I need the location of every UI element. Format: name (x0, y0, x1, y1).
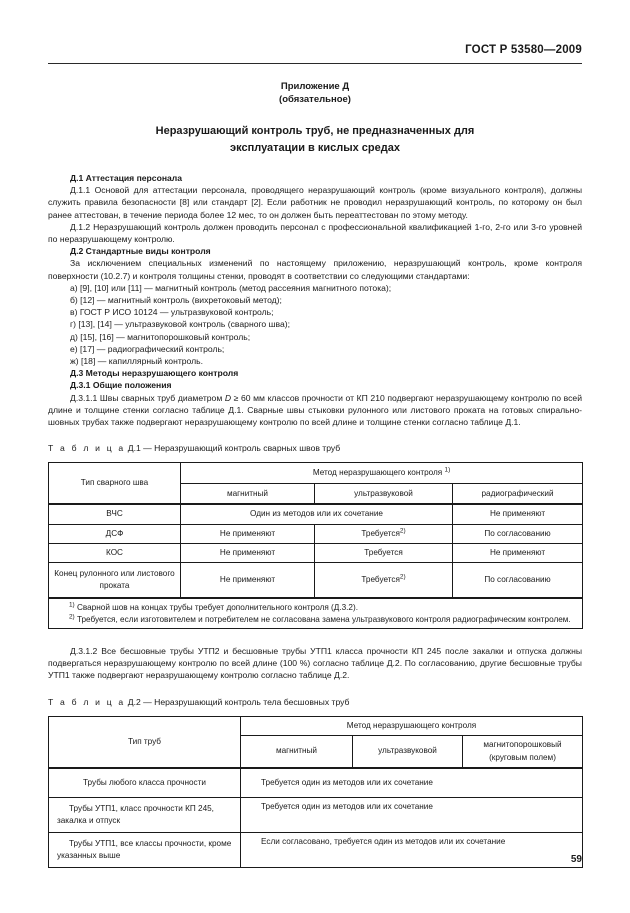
table-2-row-0-value: Требуется один из методов или их сочетание (241, 768, 583, 798)
table-1-row-3-ultrasonic-text: Требуется (361, 574, 400, 584)
paragraph-d1-2: Д.1.2 Неразрушающий контроль должен проводить персонал с профессиональной квалификацией 1-го, 2-го или 3-го уровней по неразрушающему контролю. (48, 221, 582, 245)
list-item-zh: ж) [18] — капиллярный контроль. (70, 356, 204, 367)
table-2-row-1-value: Требуется один из методов или их сочетание (241, 797, 583, 832)
table-1-row-3-footnote-ref: 2) (399, 573, 406, 581)
table-row-header-group (49, 716, 583, 735)
table-1-row-2-ultrasonic-text: Требуется (364, 547, 403, 557)
table-row-notes (49, 598, 583, 629)
table-1-row-2-type: КОС (49, 543, 181, 562)
list-item-v: в) ГОСТ Р ИСО 10124 — ультразвуковой контроль; (70, 307, 274, 318)
table-nondestructive-weld-control (48, 462, 583, 629)
table-1-row-1-ultrasonic-text: Требуется (361, 528, 400, 538)
table-1-subheader-ultrasonic: ультразвуковой (315, 483, 453, 504)
paragraph-d2-intro: За исключением специальных изменений по настоящему приложению, неразрушающий контроль, кроме контроля поверхности (10.2.7) и контроля толщины стенки, проводят в соответствии со следующими стандартами: (48, 258, 582, 281)
table-1-caption-text: Неразрушающий контроль сварных швов труб (154, 443, 341, 454)
list-item-d: д) [15], [16] — магнитопорошковый контроль; (70, 331, 251, 342)
table-1-header-type: Тип сварного шва (49, 463, 181, 505)
table-1-caption-number: Д.1 — (125, 443, 155, 454)
table-1-header-group (181, 463, 583, 483)
table-1-row-1-type: ДСФ (49, 524, 181, 543)
heading-d2: Д.2 Стандартные виды контроля (70, 246, 211, 257)
table-2-row-2-value: Если согласовано, требуется один из методов или их сочетание (241, 832, 583, 867)
table-2-subheader-magnetic-particle-line2: (круговым полем) (489, 752, 556, 762)
table-1-subheader-magnetic: магнитный (181, 483, 315, 504)
table-row-header-group (49, 463, 583, 483)
heading-d3-1: Д.3.1 Общие положения (70, 380, 172, 391)
table-1-row-2-radiographic: Не применяют (453, 543, 583, 562)
table-2-caption-text: Неразрушающий контроль тела бесшовных труб (154, 696, 350, 707)
table-1-caption (48, 442, 582, 454)
table-row (49, 524, 583, 543)
paragraph-d3-1-1-prefix: Д.3.1.1 Швы сварных труб диаметром (70, 392, 225, 403)
table-1-note-2-text: Требуется, если изготовителем и потребителем не согласована замена ультразвукового контроля радиографическим контролем. (74, 614, 571, 624)
table-2-caption-number: Д.2 — (125, 696, 155, 707)
table-row (49, 832, 583, 867)
header-divider-rule (48, 63, 582, 64)
table-1-header-group-text: Метод неразрушающего контроля (312, 468, 445, 478)
table-2-subheader-magnetic: магнитный (241, 736, 353, 768)
table-1-row-1-radiographic: По согласованию (453, 524, 583, 543)
table-1-row-2-magnetic: Не применяют (181, 543, 315, 562)
page-title-line-2: эксплуатации в кислых средах (230, 142, 400, 154)
table-1-note-2 (53, 614, 578, 626)
table-2-row-1-type: Трубы УТП1, класс прочности КП 245, закалка и отпуск (49, 797, 241, 832)
annex-label-block (0, 80, 630, 106)
page-title (96, 123, 534, 157)
table-1-caption-label: Т а б л и ц а (48, 443, 126, 454)
standard-number-header: ГОСТ Р 53580—2009 (465, 44, 582, 56)
list-item-e: е) [17] — радиографический контроль; (70, 343, 225, 354)
table-1-header-group-footnote-ref: 1) (444, 466, 451, 474)
table-row (49, 797, 583, 832)
table-2-subheader-magnetic-particle-line1: магнитопорошковый (483, 740, 562, 750)
diameter-symbol: D (224, 392, 232, 403)
table-2-row-2-type: Трубы УТП1, все классы прочности, кроме указанных выше (49, 832, 241, 867)
table-nondestructive-seamless-body-control (48, 716, 583, 868)
table-2-header-group: Метод неразрушающего контроля (241, 716, 583, 735)
list-item-g: г) [13], [14] — ультразвуковой контроль (сварного шва); (70, 319, 290, 330)
paragraph-d3-1-1 (48, 392, 582, 429)
table-2-header-type: Тип труб (49, 716, 241, 768)
table-1-row-3-ultrasonic (315, 563, 453, 599)
table-1-row-0-span-cell: Один из методов или их сочетание (181, 504, 453, 524)
heading-d3: Д.3 Методы неразрушающего контроля (70, 368, 239, 379)
table-1-row-1-ultrasonic (315, 524, 453, 543)
paragraph-d3-1-2: Д.3.1.2 Все бесшовные трубы УТП2 и бесшовные трубы УТП1 класса прочности КП 245 после закалки и отпуска должны подвергаться неразрушающему контролю по всей длине (100 %) согласно таблице Д.2. По согласованию, другие бесшовные трубы УТП1 также подвергают неразрушающему контролю согласно таблице Д.2. (48, 646, 582, 681)
table-row (49, 563, 583, 599)
table-1-note-1-marker: 1) (69, 601, 75, 609)
table-1-row-1-footnote-ref: 2) (399, 526, 406, 534)
table-1-notes (49, 598, 583, 629)
table-1-note-1-text: Сварной шов на концах трубы требует дополнительного контроля (Д.3.2). (74, 603, 358, 613)
table-1-row-3-radiographic: По согласованию (453, 563, 583, 599)
list-item-a: а) [9], [10] или [11] — магнитный контроль (метод рассеяния магнитного потока); (70, 282, 392, 293)
table-2-row-0-type: Трубы любого класса прочности (49, 768, 241, 798)
table-1-row-1-magnetic: Не применяют (181, 524, 315, 543)
paragraph-d1-1: Д.1.1 Основой для аттестации персонала, проводящего неразрушающий контроль (кроме визуального контроля), должны служить правила безопасности [8] или стандарт [2]. Если работник не проводил неразрушающий контроль, по которому он был ранее аттестован, в течение периода более 12 мес, то он должен быть переаттестован по этому методу. (48, 185, 582, 220)
annex-label: Приложение Д (280, 81, 350, 92)
table-row (49, 543, 583, 562)
paragraph-d3-1-1-rest: ≥ 60 мм классов прочности от КП 210 подвергают неразрушающему контролю по всей длине и толщине стенки согласно таблице Д.1. Сварные швы стыковки рулонного или листового проката на готовых спирально-шовных трубах также подвергают неразрушающему контролю по всей длине и толщине стенки согласно таблице Д.1. (48, 392, 582, 428)
table-1-row-0-type: ВЧС (49, 504, 181, 524)
table-row (49, 504, 583, 524)
table-1-note-2-marker: 2) (69, 612, 75, 620)
table-row (49, 768, 583, 798)
heading-d1: Д.1 Аттестация персонала (70, 173, 183, 183)
table-1-note-1 (53, 602, 578, 614)
document-body (48, 172, 582, 868)
list-item-b: б) [12] — магнитный контроль (вихретоковый метод); (70, 295, 282, 306)
table-1-row-3-magnetic: Не применяют (181, 563, 315, 599)
table-2-subheader-ultrasonic: ультразвуковой (353, 736, 463, 768)
table-1-row-2-ultrasonic (315, 543, 453, 562)
table-1-row-0-radiographic: Не применяют (453, 504, 583, 524)
table-2-caption-label: Т а б л и ц а (48, 696, 126, 707)
page-number: 59 (570, 854, 582, 865)
page-title-line-1: Неразрушающий контроль труб, не предназначенных для (155, 125, 475, 137)
annex-obligation: (обязательное) (279, 94, 351, 105)
table-1-row-3-type: Конец рулонного или листового проката (49, 563, 181, 599)
table-2-caption (48, 696, 582, 708)
table-2-subheader-magnetic-particle (463, 736, 583, 768)
table-1-subheader-radiographic: радиографический (453, 483, 583, 504)
